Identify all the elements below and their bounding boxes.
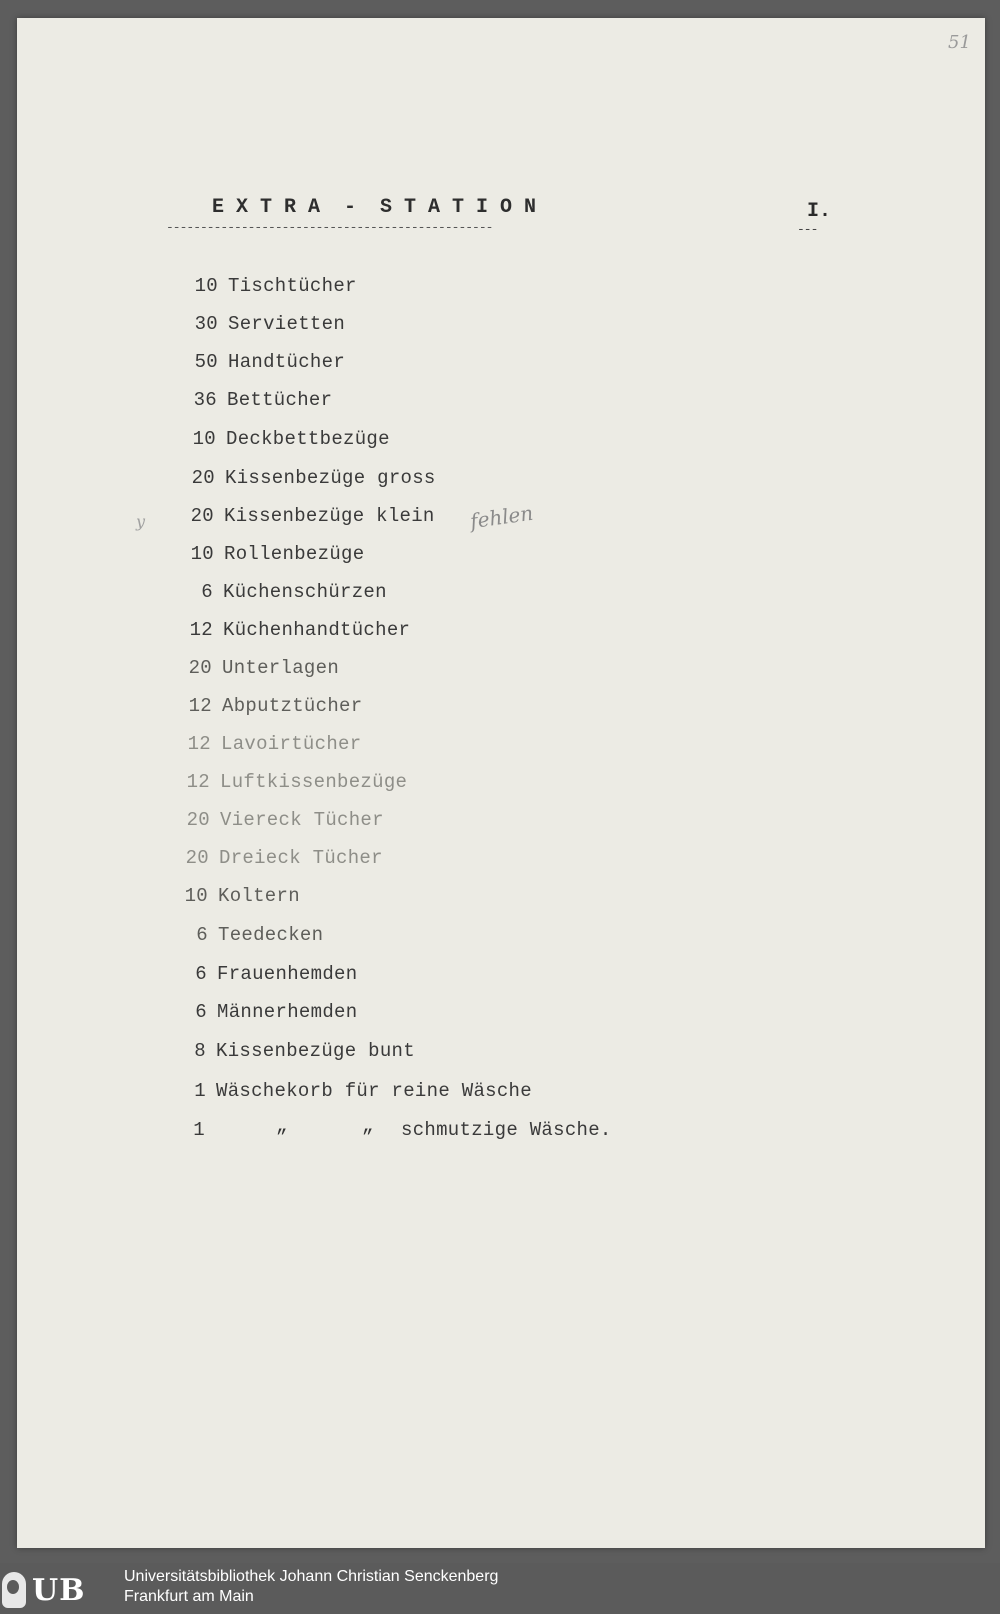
list-item (194, 1080, 532, 1102)
item-quantity: 12 (187, 733, 211, 755)
list-item (196, 924, 324, 946)
list-item (194, 313, 346, 335)
institution-name (124, 1567, 498, 1607)
item-name: Kissenbezüge klein (224, 505, 435, 527)
list-item (195, 963, 358, 985)
institution-line-2: Frankfurt am Main (124, 1588, 254, 1605)
list-item (194, 351, 346, 373)
item-quantity: 20 (190, 505, 214, 527)
item-quantity: 10 (184, 885, 208, 907)
page-number: 51 (948, 32, 971, 53)
list-item (195, 1001, 358, 1023)
item-name: Kissenbezüge gross (225, 467, 436, 489)
portrait-icon (2, 1572, 26, 1608)
item-name: Tischtücher (228, 275, 357, 297)
item-quantity: 20 (186, 809, 210, 831)
item-name: Rollenbezüge (224, 543, 365, 565)
item-quantity: 1 (194, 1080, 206, 1102)
list-item (185, 847, 383, 869)
item-name: Männerhemden (217, 1001, 358, 1023)
item-name: Luftkissenbezüge (220, 771, 408, 793)
item-name: Wäschekorb für reine Wäsche (216, 1080, 532, 1102)
list-item (201, 581, 387, 603)
item-quantity: 6 (195, 963, 207, 985)
list-item (189, 619, 411, 641)
item-quantity: 10 (192, 428, 216, 450)
title-underline: ------------------------------------------------ (166, 220, 493, 235)
library-logo (2, 1569, 114, 1611)
list-item (193, 389, 333, 411)
institution-line-1: Universitätsbibliothek Johann Christian Senckenberg (124, 1568, 499, 1585)
item-quantity: 36 (193, 389, 217, 411)
item-name: Frauenhemden (217, 963, 358, 985)
item-name: Viereck Tücher (220, 809, 384, 831)
item-name: Teedecken (218, 924, 324, 946)
item-quantity: 10 (190, 543, 214, 565)
margin-mark: y (136, 512, 146, 531)
item-quantity: 20 (191, 467, 215, 489)
list-item (190, 505, 435, 527)
list-item (193, 1119, 612, 1141)
item-quantity: 20 (188, 657, 212, 679)
item-name: Deckbettbezüge (226, 428, 390, 450)
item-name: Handtücher (228, 351, 346, 373)
item-quantity: 6 (201, 581, 213, 603)
item-name: Küchenhandtücher (223, 619, 411, 641)
list-item (194, 275, 357, 297)
item-quantity: 12 (186, 771, 210, 793)
handwritten-note: fehlen (468, 500, 535, 534)
list-item (194, 1040, 415, 1062)
list-item (191, 467, 436, 489)
logo-text: UB (32, 1572, 86, 1608)
ditto-mark: „ (276, 1115, 288, 1137)
ditto-mark: „ (362, 1115, 374, 1137)
item-quantity: 50 (194, 351, 218, 373)
list-item (192, 428, 390, 450)
station-number-underline: --- (797, 222, 818, 237)
item-quantity: 10 (194, 275, 218, 297)
item-quantity: 6 (196, 924, 208, 946)
item-name: schmutzige Wäsche. (401, 1119, 612, 1141)
list-item (188, 657, 340, 679)
item-quantity: 12 (189, 619, 213, 641)
item-quantity: 8 (194, 1040, 206, 1062)
item-quantity: 1 (193, 1119, 205, 1141)
item-name: Abputztücher (222, 695, 363, 717)
footer-bar (0, 1563, 1000, 1614)
item-quantity: 20 (185, 847, 209, 869)
page-title: E X T R A - S T A T I O N (212, 196, 537, 219)
item-quantity: 30 (194, 313, 218, 335)
list-item (188, 695, 363, 717)
item-quantity: 12 (188, 695, 212, 717)
item-name: Dreieck Tücher (219, 847, 383, 869)
item-name: Bettücher (227, 389, 333, 411)
list-item (186, 809, 384, 831)
station-number: I. (807, 200, 832, 223)
list-item (186, 771, 408, 793)
list-item (187, 733, 362, 755)
item-name: Servietten (228, 313, 346, 335)
item-name: Küchenschürzen (223, 581, 387, 603)
list-item (184, 885, 300, 907)
item-name: Lavoirtücher (221, 733, 362, 755)
item-name: Kissenbezüge bunt (216, 1040, 415, 1062)
item-quantity: 6 (195, 1001, 207, 1023)
item-name: Koltern (218, 885, 300, 907)
item-name: Unterlagen (222, 657, 340, 679)
list-item (190, 543, 365, 565)
